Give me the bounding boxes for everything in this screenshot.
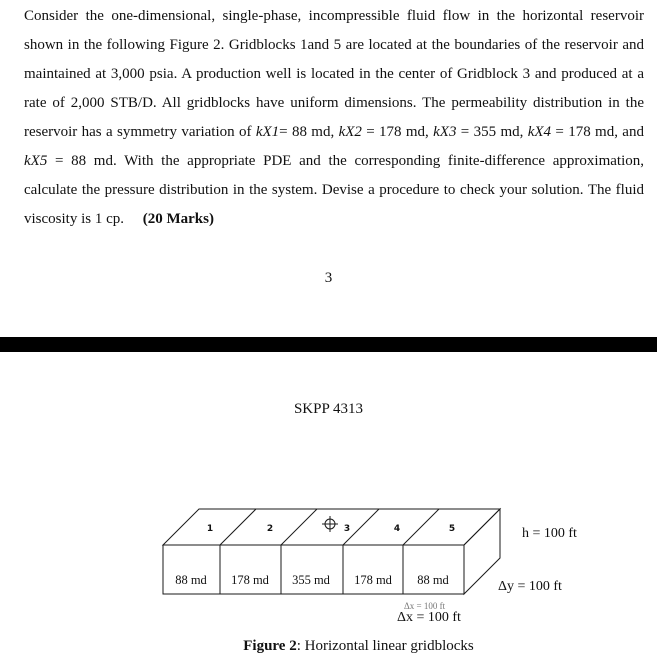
perm-k1-label: kX1: [255, 124, 280, 140]
block-number-1: 1: [206, 524, 214, 534]
perm-k4-label: kX4: [527, 124, 552, 140]
top-divider-2: [281, 509, 317, 545]
marks-label: (20 Marks): [142, 211, 214, 227]
course-header: SKPP 4313: [293, 401, 364, 417]
block-number-5: 5: [448, 524, 456, 534]
top-divider-4: [403, 509, 439, 545]
perm-k5-value: = 88 md.: [47, 153, 125, 169]
length-label-faint: Δx = 100 ft: [404, 601, 446, 611]
perm-label-2: 178 md: [231, 573, 269, 587]
perm-k2-value: = 178 md,: [361, 124, 434, 140]
perm-k1-value: = 88 md,: [279, 124, 339, 140]
figure-caption: [0, 638, 657, 655]
figure-caption-prefix: Figure 2: [243, 638, 297, 654]
block-number-2: 2: [266, 524, 274, 534]
perm-label-3: 355 md: [292, 573, 330, 587]
block-number-4: 4: [393, 524, 401, 534]
question-intro: Consider the one-dimensional, single-phase, incompressible fluid flow in the horizontal reservoir shown in the following Figure 2. Gridblocks 1and 5 are located at the boundaries of the reservoir and maintained at 3,000 psia. A production well is located in the center of Gridblock 3 and produced at a rate of 2,000 STB/D. All gridblocks have uniform dimensions. The permeability distribution in the reservoir has a symmetry variation of: [24, 8, 644, 140]
perm-k3-value: = 355 md,: [456, 124, 528, 140]
height-label: h = 100 ft: [522, 526, 577, 541]
figure-caption-text: : Horizontal linear gridblocks: [296, 638, 474, 654]
right-face: [464, 509, 500, 594]
perm-label-5: 88 md: [417, 573, 449, 587]
perm-label-4: 178 md: [354, 573, 392, 587]
perm-label-1: 88 md: [175, 573, 207, 587]
perm-k5-label: kX5: [24, 153, 48, 169]
perm-k2-label: kX2: [338, 124, 362, 140]
length-label: Δx = 100 ft: [397, 610, 461, 625]
page-number: 3: [324, 270, 333, 286]
perm-k3-label: kX3: [433, 124, 457, 140]
perm-k4-value: = 178 md, and: [551, 124, 644, 140]
width-label: Δy = 100 ft: [498, 579, 562, 594]
top-divider-1: [220, 509, 256, 545]
block-number-3: 3: [343, 524, 351, 534]
question-task: With the appropriate PDE and the corresponding finite-difference approximation, calculate the pressure distribution in the system. Devise a procedure to check your solution. The fluid viscosity is 1 cp.: [24, 153, 644, 227]
